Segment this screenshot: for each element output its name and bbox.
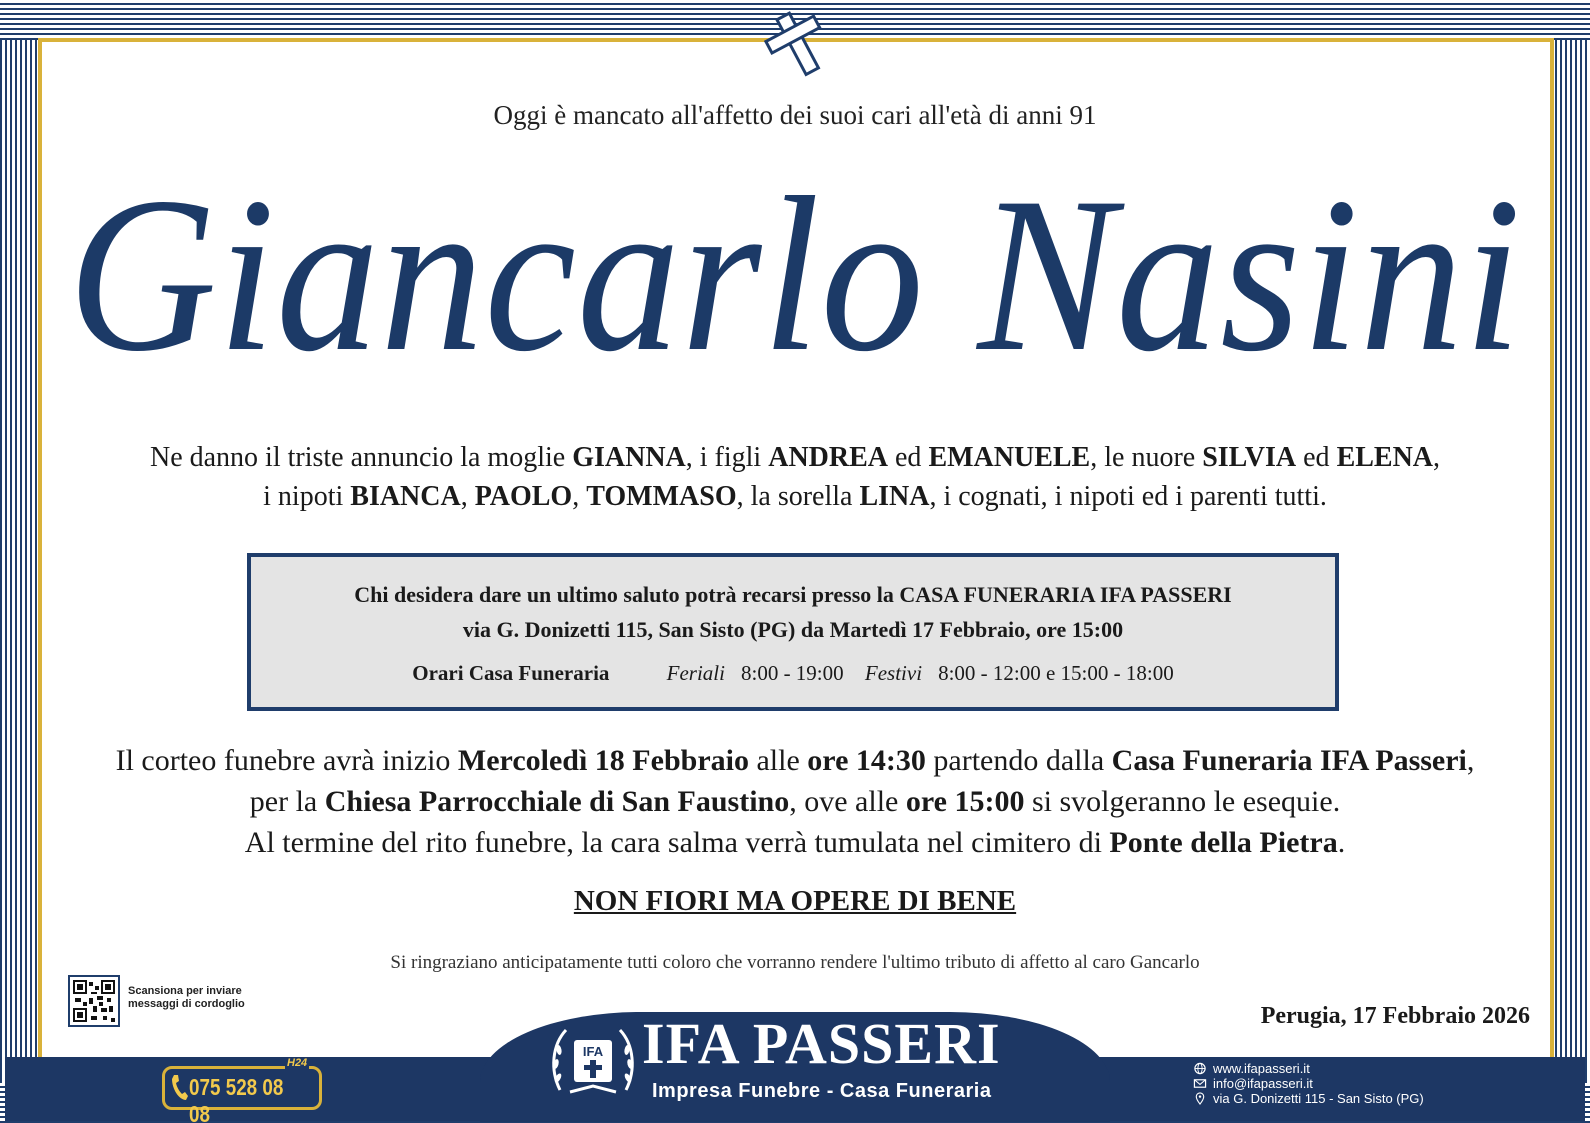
ifa-emblem-icon [548,1020,638,1100]
thanks-note: Si ringraziano anticipatamente tutti coloro che vorranno rendere l'ultimo tributo di affetto al caro Gancarlo [390,952,1200,973]
body-text: , [1466,744,1475,777]
place-date: Perugia, 17 Febbraio 2026 [1260,1003,1530,1029]
emphasis-text: Casa Funeraria IFA Passeri [1111,744,1467,777]
body-text: per la [249,785,325,818]
festivi-hours: 8:00 - 12:00 e 15:00 - 18:00 [938,661,1174,685]
body-text: , [1433,442,1441,473]
announcement [60,438,1530,516]
body-text: ed [888,442,929,473]
body-text: , i figli [685,442,769,473]
qr-caption-line-2: messaggi di cordoglio [128,998,245,1010]
address-row [1193,1091,1424,1106]
emphasis-text: PAOLO [474,481,573,512]
emphasis-text: GIANNA [572,442,686,473]
body-text: i nipoti [263,481,351,512]
globe-icon [1193,1062,1207,1075]
emphasis-text: ore 14:30 [807,744,926,777]
brand-subtitle: Impresa Funebre - Casa Funeraria [652,1080,992,1102]
announcement-line-2 [60,477,1530,516]
emphasis-text: ELENA [1336,442,1434,473]
qr-section[interactable] [68,975,328,1027]
body-text: alle [748,744,808,777]
visitation-box [247,553,1339,711]
body-text: . [1337,826,1346,859]
intro-text: Oggi è mancato all'affetto dei suoi cari all'età di anni 91 [493,100,1097,130]
emphasis-text: ANDREA [768,442,888,473]
deceased-name: Giancarlo Nasini [67,152,1523,398]
address-text: via G. Donizetti 115 - San Sisto (PG) [1213,1091,1424,1106]
phone-icon [169,1073,189,1103]
announcement-line-1 [60,438,1530,477]
qr-caption [128,985,245,1011]
body-text: ed [1296,442,1337,473]
h24-badge: H24 [287,1057,308,1069]
body-text: Ne danno il triste annuncio la moglie [149,442,573,473]
brand-name: IFA PASSERI [642,1011,1001,1076]
festivi-label: Festivi [864,661,923,685]
emphasis-text: EMANUELE [928,442,1091,473]
body-text: , le nuore [1090,442,1203,473]
emphasis-text: Ponte della Pietra [1109,826,1338,859]
emblem-text: IFA [582,1044,604,1059]
emphasis-text: ore 15:00 [905,785,1025,818]
hours-label: Orari Casa Funeraria [412,661,610,685]
emphasis-text: BIANCA [350,481,461,512]
body-text: , i cognati, i nipoti ed i parenti tutti. [929,481,1327,512]
funeral-details [60,740,1530,863]
website-row[interactable] [1193,1061,1424,1076]
body-text: , [460,481,475,512]
location-pin-icon [1193,1092,1207,1105]
funeral-line-1 [60,740,1530,781]
body-text: , ove alle [789,785,906,818]
feriali-hours: 8:00 - 19:00 [740,661,844,685]
emphasis-text: SILVIA [1202,442,1297,473]
email-link[interactable]: info@ifapasseri.it [1213,1076,1313,1091]
website-link[interactable]: www.ifapasseri.it [1213,1061,1310,1076]
emphasis-text: LINA [859,481,930,512]
emphasis-text: TOMMASO [586,481,737,512]
visitation-line-2: via G. Donizetti 115, San Sisto (PG) da Martedì 17 Febbraio, ore 15:00 [462,617,1124,642]
phone-number[interactable]: 075 528 08 08 [189,1074,284,1123]
phone-badge[interactable] [162,1057,322,1123]
visitation-line-1: Chi desidera dare un ultimo saluto potrà recarsi presso la CASA FUNERARIA IFA PASSERI [354,582,1232,607]
body-text: , la sorella [736,481,860,512]
body-text: , [572,481,587,512]
funeral-line-3 [60,822,1530,863]
qr-caption-line-1: Scansiona per inviare [128,985,242,997]
body-text: Il corteo funebre avrà inizio [115,744,458,777]
emphasis-text: Mercoledì 18 Febbraio [457,744,749,777]
footer-contacts [1193,1061,1424,1106]
body-text: partendo dalla [925,744,1112,777]
mail-icon [1193,1077,1207,1090]
emphasis-text: Chiesa Parrocchiale di San Faustino [324,785,790,818]
qr-code-icon[interactable] [68,975,120,1027]
feriali-label: Feriali [666,661,725,685]
body-text: si svolgeranno le esequie. [1024,785,1341,818]
body-text: Al termine del rito funebre, la cara salma verrà tumulata nel cimitero di [244,826,1110,859]
email-row[interactable] [1193,1076,1424,1091]
cross-icon [745,8,845,78]
no-flowers-note: NON FIORI MA OPERE DI BENE [573,885,1017,917]
funeral-line-2 [60,781,1530,822]
visitation-hours [251,661,1335,686]
